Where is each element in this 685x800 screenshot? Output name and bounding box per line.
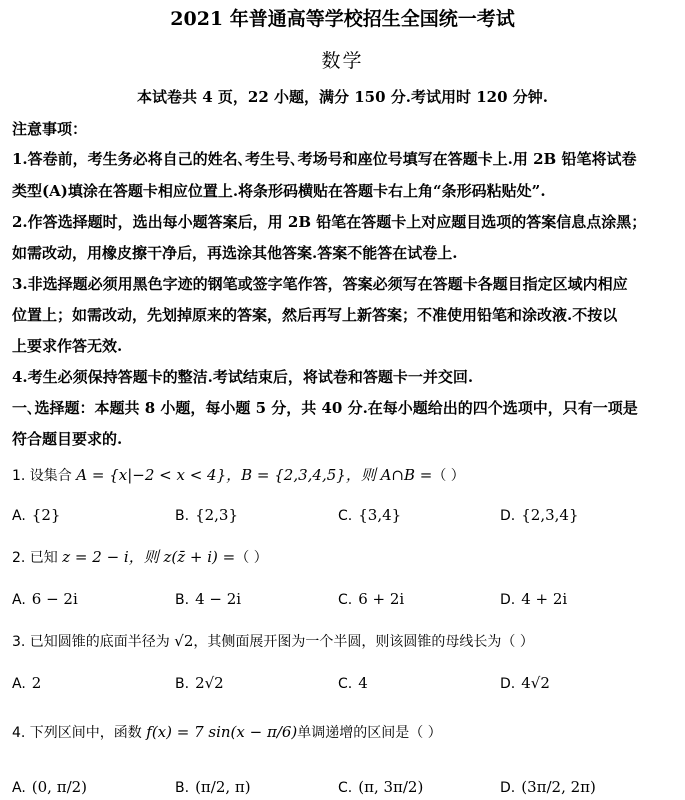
q3-option-a: A. 2 bbox=[12, 674, 42, 692]
exam-info: 本试卷共 4 页，22 小题，满分 150 分.考试用时 120 分钟. bbox=[137, 88, 548, 106]
question-2-suffix: （ ） bbox=[235, 550, 268, 566]
question-2 bbox=[12, 546, 268, 567]
question-1-suffix: （ ） bbox=[432, 468, 465, 484]
subject-title: 数学 bbox=[321, 50, 364, 72]
q2-option-a: A. 6 − 2i bbox=[12, 590, 78, 608]
question-3 bbox=[12, 631, 534, 651]
notes-heading: 注意事项： bbox=[12, 120, 88, 138]
question-4-math: f(x) = 7 sin(x − π/6) bbox=[146, 723, 298, 741]
q2-option-b: B. 4 − 2i bbox=[175, 590, 242, 608]
q4-option-c: C. (π, 3π/2) bbox=[338, 778, 424, 796]
section-heading-cont: 符合题目要求的. bbox=[12, 430, 123, 448]
question-2-prefix: 2. 已知 bbox=[12, 550, 63, 566]
q4-option-a: A. (0, π/2) bbox=[12, 778, 88, 796]
q1-option-b: B. {2,3} bbox=[175, 506, 239, 524]
section-heading: 一､选择题：本题共 8 小题，每小题 5 分，共 40 分.在每小题给出的四个选项中，只有一项是 bbox=[12, 399, 638, 417]
q4-option-b: B. (π/2, π) bbox=[175, 778, 251, 796]
question-3-math: √2 bbox=[174, 632, 194, 650]
question-1-math: A = {x|−2 < x < 4}，B = {2,3,4,5}，则 A∩B = bbox=[76, 466, 433, 484]
question-1 bbox=[12, 464, 465, 485]
q2-option-c: C. 6 + 2i bbox=[338, 590, 405, 608]
q4-option-d: D. (3π/2, 2π) bbox=[500, 778, 596, 796]
q1-option-c: C. {3,4} bbox=[338, 506, 402, 524]
note-line: 位置上；如需改动，先划掉原来的答案，然后再写上新答案；不准使用铅笔和涂改液.不按以 bbox=[12, 306, 618, 324]
question-4-prefix: 4. 下列区间中，函数 bbox=[12, 725, 147, 741]
q3-option-b: B. 2√2 bbox=[175, 674, 224, 692]
question-3-suffix: ，其侧面展开图为一个半圆，则该圆锥的母线长为（ ） bbox=[193, 634, 534, 650]
q3-option-c: C. 4 bbox=[338, 674, 368, 692]
exam-title: 2021 年普通高等学校招生全国统一考试 bbox=[170, 8, 515, 30]
q3-option-d: D. 4√2 bbox=[500, 674, 550, 692]
note-line: 1.答卷前，考生务必将自己的姓名､考生号､考场号和座位号填写在答题卡上.用 2B 铅笔将试卷 bbox=[12, 150, 637, 168]
note-line: 如需改动，用橡皮擦干净后，再选涂其他答案.答案不能答在试卷上. bbox=[12, 244, 458, 262]
question-4-suffix: 单调递增的区间是（ ） bbox=[297, 725, 442, 741]
note-line: 上要求作答无效. bbox=[12, 337, 123, 355]
question-3-prefix: 3. 已知圆锥的底面半径为 bbox=[12, 634, 175, 650]
q1-option-a: A. {2} bbox=[12, 506, 61, 524]
note-line: 类型(A)填涂在答题卡相应位置上.将条形码横贴在答题卡右上角“条形码粘贴处”. bbox=[12, 182, 546, 200]
note-line: 2.作答选择题时，选出每小题答案后，用 2B 铅笔在答题卡上对应题目选项的答案信息点涂黑； bbox=[12, 213, 647, 231]
question-1-prefix: 1. 设集合 bbox=[12, 468, 77, 484]
question-2-math: z = 2 − i，则 z(z̄ + i) = bbox=[62, 548, 236, 566]
q2-option-d: D. 4 + 2i bbox=[500, 590, 568, 608]
question-4 bbox=[12, 722, 442, 742]
note-line: 4.考生必须保持答题卡的整洁.考试结束后，将试卷和答题卡一并交回. bbox=[12, 368, 474, 386]
note-line: 3.非选择题必须用黑色字迹的钢笔或签字笔作答，答案必须写在答题卡各题目指定区域内相应 bbox=[12, 275, 628, 293]
q1-option-d: D. {2,3,4} bbox=[500, 506, 579, 524]
